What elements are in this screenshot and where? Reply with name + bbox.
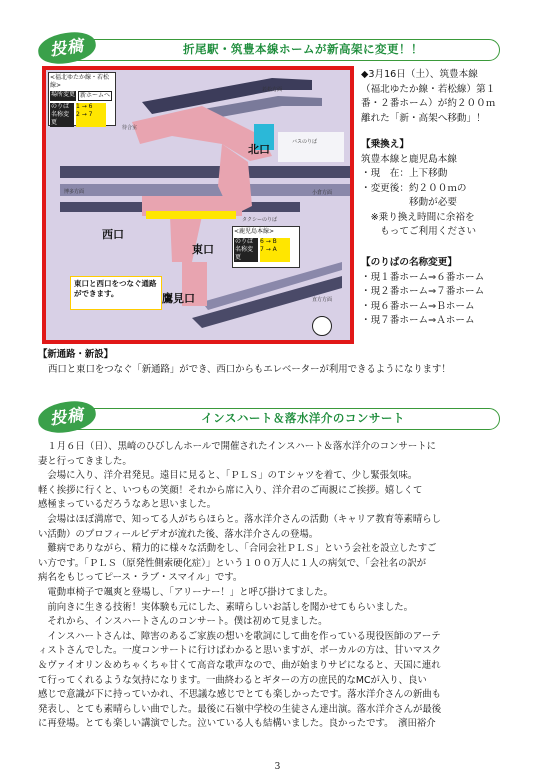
new-passage-note: 東口と西口をつなぐ通路ができます。	[70, 276, 162, 310]
intro-line: （福北ゆたか線・若松線）第１	[361, 83, 496, 95]
map-small-label: 待合室	[122, 125, 138, 131]
body-line: １月６日（日）、黒崎のひびしんホールで開催されたインスハート＆落水洋介のコンサートに	[38, 441, 436, 452]
map-small-label: バスのりば	[292, 139, 318, 145]
transfer-line: 筑豊本線と鹿児島本線	[361, 153, 457, 165]
map-small-label: 小倉方面	[312, 190, 333, 196]
body-line: 会場はほぼ満席で、知ってる人がちらほらと。落水洋介さんの活動（キャリア教育等素晴らし	[38, 513, 441, 525]
body-line: い方です。「ＰＬＳ（原発性側索硬化症）」という１００万人に１人の病気で、「会社名の訳が	[38, 557, 427, 569]
section-title: 折尾駅・筑豊本線ホームが新高架に変更！！	[183, 42, 423, 56]
body-line: ＆ヴァイオリン＆めちゃくちゃ甘くて高音な歌声なので、曲が始まりサビになると、天国に連れ	[38, 659, 441, 671]
takami-exit-label: 鷹見口	[162, 292, 195, 305]
map-small-label: タクシーのりば	[242, 217, 278, 223]
body-line: それから、インスハートさんのコンサート。僕は初めて見ました。	[38, 616, 328, 628]
north-exit-label: 北口	[248, 143, 270, 156]
legend-title: <福北ゆたか線・若松線>	[50, 74, 110, 89]
body-line: 難病でありながら、精力的に様々な活動をし、「合同会社ＰＬＳ」という会社を設立したすご	[38, 543, 437, 555]
page-number: 3	[274, 762, 281, 772]
body-line: ィストさんでした。一度コンサートに行けばわかると思いますが、ボーカルの方は、甘いマスク	[38, 645, 441, 657]
legend2-rows	[260, 238, 290, 262]
legend2-row2: 7 → A	[260, 246, 277, 253]
transfer-line: ※乗り換え時間に余裕を	[361, 211, 475, 223]
legend-fukuhoku	[48, 72, 116, 126]
body-line: 軽く挨拶に行くと、いつもの笑顔！それから席に入り、洋介君のご両親にご挨拶。嬉しくて	[38, 484, 423, 496]
body-line: 会場に入り、洋介君発見。遠目に見ると、「ＰＬＳ」のＴシャツを着て、少し緊張気味。	[38, 470, 418, 482]
body-line: 前向きに生きる技術！実体験も元にした、素晴らしいお話しを聞かせてもらいました。	[38, 601, 414, 613]
body-line: 感極まっているだろうなあと思いました。	[38, 499, 217, 511]
intro-line: 離れた「新・高架へ移動」！	[361, 112, 486, 124]
map-caption	[38, 348, 451, 377]
legend-kagoshima	[232, 226, 300, 268]
body-line: い活動）のプロフィールビデオが流れた後、落水洋介さんの登場。	[38, 528, 319, 540]
rename-line: ・現６番ホーム⇒Ｂホーム	[361, 300, 475, 312]
transfer-section	[361, 138, 531, 240]
legend-row-label: のりば名称変更	[50, 103, 74, 127]
west-exit-label: 西口	[102, 228, 124, 241]
map-small-label: 直方方面	[312, 297, 333, 303]
rename-section	[361, 256, 531, 329]
east-exit-label: 東口	[192, 243, 214, 256]
legend2-title: <鹿児島本線>	[234, 228, 275, 235]
body-line: に再登場。とても楽しい講演でした。泣いている人も結構いました。良かったです。 濱田裕介	[38, 718, 436, 730]
legend2-row1: 6 → B	[260, 238, 277, 245]
legend-col2: 新ホームへ	[80, 92, 111, 99]
body-line: 病名をもじってピース・ラブ・スマイル」です。	[38, 572, 243, 584]
map-small-label: 博多方面	[64, 189, 85, 195]
transfer-heading: 【乗換え】	[361, 139, 409, 150]
legend-row1: 1 → 6	[76, 103, 93, 110]
intro-line: ◆3月16日（土）、筑豊本線	[361, 69, 478, 80]
legend-col1: 場所変更	[50, 91, 76, 101]
rename-line: ・現２番ホーム⇒７番ホーム	[361, 286, 485, 297]
intro-line: 番・２番ホーム）が約２００ｍ	[361, 98, 496, 109]
rename-line: ・現１番ホーム⇒６番ホーム	[361, 271, 485, 283]
transfer-line: ・現 在：上下移動	[361, 168, 448, 179]
body-line: 発表し、とても素晴らしい曲でした。最後に石嶺中学校の生徒さん達出演。落水洋介さんが最後	[38, 703, 442, 715]
section-header	[38, 402, 500, 432]
post-badge: 投稿	[36, 29, 98, 67]
section-title: インスハート＆落水洋介のコンサート	[201, 411, 405, 425]
legend2-row-label: のりば名称変更	[234, 238, 258, 262]
body-line: 感じで意識が下に持っていかれ、不思議な感じでとても楽しかったです。落水洋介さんの新曲も	[38, 689, 441, 701]
station-map	[42, 66, 354, 344]
intro-text	[361, 68, 531, 126]
body-line: 妻と行ってきました。	[38, 455, 132, 467]
transfer-line: もってご利用ください	[361, 226, 477, 237]
transfer-line: 移動が必要	[361, 197, 457, 208]
rename-heading: 【のりばの名称変更】	[361, 257, 457, 268]
legend-rows	[76, 103, 106, 127]
section-header	[38, 33, 500, 63]
compass-icon	[312, 316, 332, 336]
caption-title: 【新通路・新設】	[38, 349, 114, 360]
body-line: 電動車椅子で颯爽と登場し、「アリーナー！」と呼び掛けてました。	[38, 586, 333, 598]
body-line: インスハートさんは、障害のあるご家族の想いを歌詞にして曲を作っている現役医師のアーテ	[38, 630, 441, 642]
article-body	[38, 440, 508, 732]
transfer-line: ・変更後：約２００ｍの	[361, 182, 467, 194]
rename-line: ・現７番ホーム⇒Ａホーム	[361, 315, 475, 326]
caption-text: 西口と東口をつなぐ「新通路」ができ、西口からもエレベーターが利用できるようになります！	[48, 363, 451, 375]
post-badge: 投稿	[36, 398, 98, 436]
legend-row2: 2 → 7	[76, 111, 93, 118]
map-small-label: 若松方面	[262, 87, 283, 93]
body-line: て行ってくれるような気持になります。一曲終わるとギターの方の庶民的なMCが入り、良い	[38, 674, 427, 686]
